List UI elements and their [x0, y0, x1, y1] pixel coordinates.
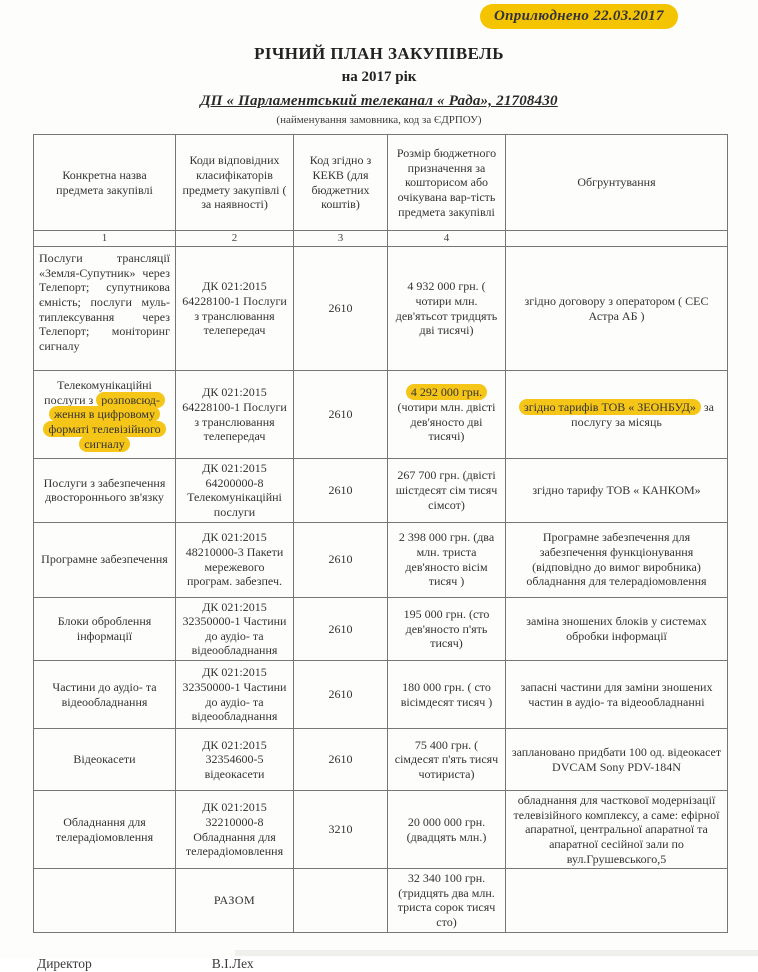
- cell-kekv-code: 2610: [294, 597, 388, 661]
- column-number: 3: [294, 231, 388, 247]
- document-header: [0, 44, 758, 127]
- table-row: [34, 661, 728, 729]
- cell-budget-amount: 75 400 грн. ( сімдесят п'ять тисяч чотириста): [388, 729, 506, 791]
- cell-kekv-code: 2610: [294, 729, 388, 791]
- cell-classifier-code: ДК 021:2015 32210000-8 Обладнання для телерадіомовлення: [176, 791, 294, 869]
- column-numbers-row: [34, 231, 728, 247]
- cell-budget-amount: 20 000 000 грн. (двадцять млн.): [388, 791, 506, 869]
- director-title: Директор: [37, 955, 92, 971]
- cell-item-name: Послуги з забезпечення двостороннього зв'язку: [34, 459, 176, 523]
- director-name: В.І.Лех: [211, 955, 254, 971]
- signature-block: [0, 955, 758, 972]
- column-number: 1: [34, 231, 176, 247]
- cell-justification: запасні частини для заміни зношених частин в аудіо- та відеообладнанні: [506, 661, 728, 729]
- column-number: 4: [388, 231, 506, 247]
- column-number: 2: [176, 231, 294, 247]
- column-number: [506, 231, 728, 247]
- header-budget-amount: Розмір бюджетного призначення за кошторисом або очікувана вар-тість предмета закупівлі: [388, 135, 506, 231]
- scan-artifact: [235, 950, 758, 956]
- total-row: [34, 869, 728, 933]
- total-amount: 32 340 100 грн. (тридцять два млн. триста сорок тисяч сто): [388, 869, 506, 933]
- cell-justification: Програмне забезпечення для забезпечення функціонування (відповідно до вимог виробника) обладнання для телерадіомовлення: [506, 522, 728, 597]
- header-kekv-code: Код згідно з КЕКВ (для бюджетних коштів): [294, 135, 388, 231]
- cell-item-name: Програмне забезпечення: [34, 522, 176, 597]
- cell-kekv-code: 2610: [294, 459, 388, 523]
- cell-classifier-code: ДК 021:2015 32354600-5 відеокасети: [176, 729, 294, 791]
- customer-name-line: ДП « Парламентський телеканал « Рада», 21708430: [200, 93, 558, 110]
- table-row: [34, 459, 728, 523]
- document-title: РІЧНИЙ ПЛАН ЗАКУПІВЕЛЬ: [254, 44, 504, 63]
- cell-kekv-code: 3210: [294, 791, 388, 869]
- cell-budget-amount: 2 398 000 грн. (два млн. триста дев'яносто вісім тисяч ): [388, 522, 506, 597]
- cell-justification: згідно тарифу ТОВ « КАНКОМ»: [506, 459, 728, 523]
- cell-budget-amount: 195 000 грн. (сто дев'яносто п'ять тисяч): [388, 597, 506, 661]
- cell-budget-amount: 267 700 грн. (двісті шістдесят сім тисяч сімсот): [388, 459, 506, 523]
- customer-note: (найменування замовника, код за ЄДРПОУ): [276, 113, 482, 126]
- cell-kekv-code: 2610: [294, 371, 388, 459]
- header-classifier-codes: Коди відповідних класифікаторів предмету закупівлі ( за наявності): [176, 135, 294, 231]
- cell-classifier-code: ДК 021:2015 64228100-1 Послуги з транслювання телепередач: [176, 371, 294, 459]
- table-row: [34, 597, 728, 661]
- table-row: [34, 729, 728, 791]
- cell-classifier-code: ДК 021:2015 64228100-1 Послуги з транслювання телепередач: [176, 247, 294, 371]
- cell-budget-amount: 180 000 грн. ( сто вісімдесят тисяч ): [388, 661, 506, 729]
- cell-classifier-code: ДК 021:2015 48210000-3 Пакети мережевого програм. забезпеч.: [176, 522, 294, 597]
- cell-budget-amount: 4 932 000 грн. ( чотири млн. дев'ятьсот тридцять дві тисячі): [388, 247, 506, 371]
- cell-empty: [294, 869, 388, 933]
- cell-item-name: Послуги трансляції «Земля-Супутник» через Телепорт; супутникова ємність; послуги муль-типлексування через Телепорт; моніторинг сигналу: [34, 247, 176, 371]
- cell-justification: заплановано придбати 100 од. відеокасет DVCAM Sony PDV-184N: [506, 729, 728, 791]
- cell-budget-amount: 4 292 000 грн. (чотири млн. двісті дев'яносто дві тисячі): [388, 371, 506, 459]
- cell-classifier-code: ДК 021:2015 32350000-1 Частини до аудіо- та відеообладнання: [176, 597, 294, 661]
- cell-item-name: Телекомунікаційні послуги з розповсюд-ження в цифровому форматі телевізійного сигналу: [34, 371, 176, 459]
- table-row: [34, 791, 728, 869]
- cell-classifier-code: ДК 021:2015 32350000-1 Частини до аудіо- та відеообладнання: [176, 661, 294, 729]
- cell-justification: згідно тарифів ТОВ « ЗЕОНБУД» за послугу за місяць: [506, 371, 728, 459]
- cell-justification: згідно договору з оператором ( СЕС Астра АБ ): [506, 247, 728, 371]
- cell-empty: [34, 869, 176, 933]
- table-row: [34, 371, 728, 459]
- header-item-name: Конкретна назва предмета закупівлі: [34, 135, 176, 231]
- table-row: [34, 522, 728, 597]
- document-subtitle: на 2017 рік: [341, 69, 417, 86]
- cell-justification: заміна зношених блоків у системах обробки інформації: [506, 597, 728, 661]
- total-label: РАЗОМ: [176, 869, 294, 933]
- procurement-plan-table: [33, 134, 728, 933]
- table-row: [34, 247, 728, 371]
- cell-item-name: Обладнання для телерадіомовлення: [34, 791, 176, 869]
- cell-item-name: Відеокасети: [34, 729, 176, 791]
- cell-kekv-code: 2610: [294, 661, 388, 729]
- table-header-row: [34, 135, 728, 231]
- header-justification: Обгрунтування: [506, 135, 728, 231]
- cell-classifier-code: ДК 021:2015 64200000-8 Телекомунікаційні послуги: [176, 459, 294, 523]
- cell-kekv-code: 2610: [294, 247, 388, 371]
- cell-justification: обладнання для часткової модернізації телевізійного комплексу, а саме: ефірної апаратної, центральної апаратної та апаратної сесійної зали по вул.Грушевського,5: [506, 791, 728, 869]
- cell-kekv-code: 2610: [294, 522, 388, 597]
- cell-item-name: Блоки оброблення інформації: [34, 597, 176, 661]
- cell-empty: [506, 869, 728, 933]
- cell-item-name: Частини до аудіо- та відеообладнання: [34, 661, 176, 729]
- published-date-badge: Оприлюднено 22.03.2017: [480, 4, 678, 29]
